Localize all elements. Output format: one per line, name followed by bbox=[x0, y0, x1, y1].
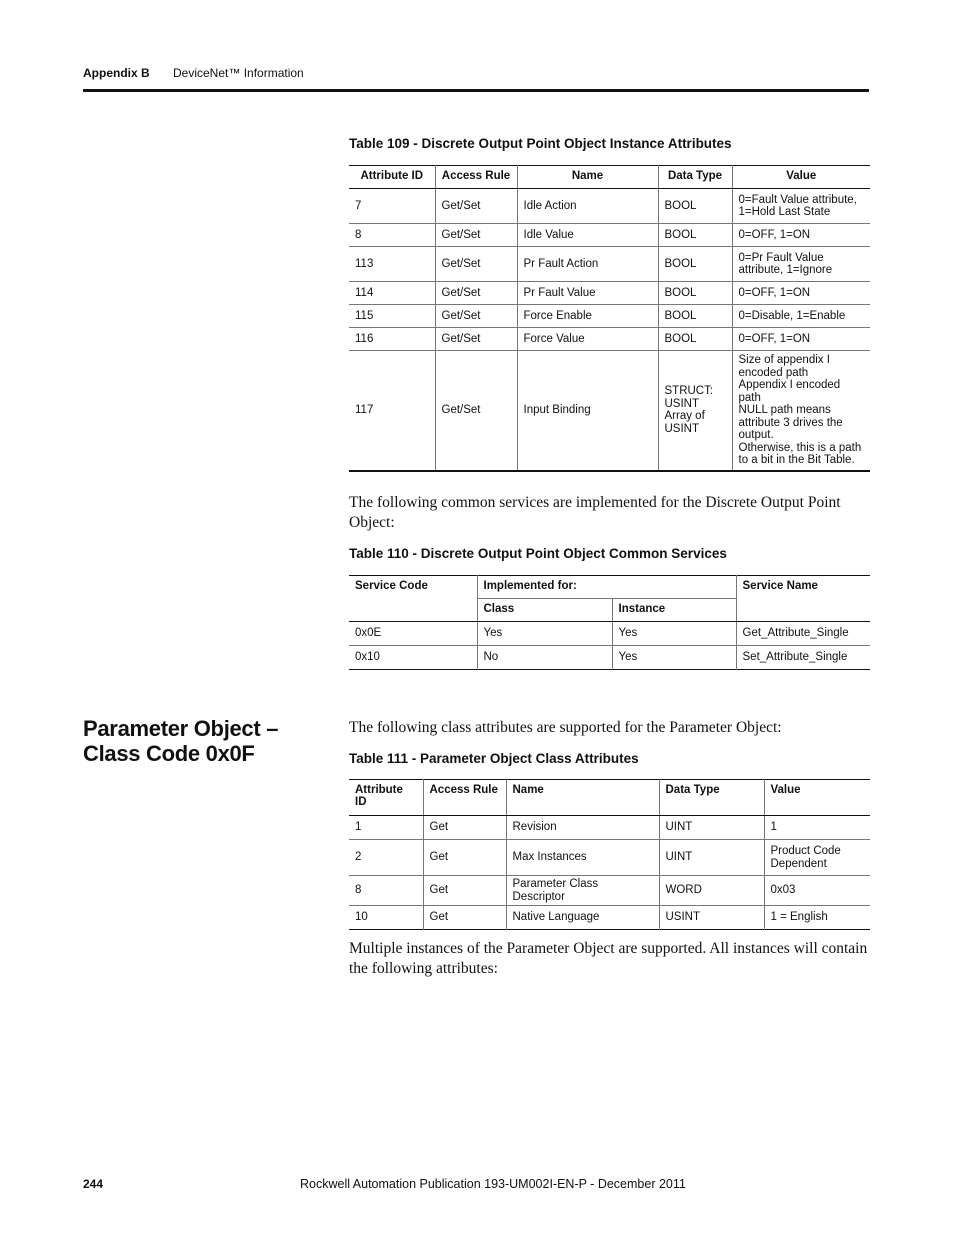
column-header: Value bbox=[732, 166, 870, 189]
table-cell: Pr Fault Value bbox=[517, 282, 658, 305]
table-cell: 8 bbox=[349, 224, 435, 247]
table-cell: 0=OFF, 1=ON bbox=[732, 328, 870, 351]
table-cell: Pr Fault Action bbox=[517, 247, 658, 282]
table-cell: Force Enable bbox=[517, 305, 658, 328]
table-cell: Size of appendix I encoded path Appendix I encoded path NULL path means attribute 3 drives the output. Otherwise, this is a path to a bit in the Bit Table. bbox=[732, 351, 870, 471]
table-cell: Revision bbox=[506, 816, 659, 840]
table-cell: Idle Action bbox=[517, 189, 658, 224]
table-cell: Get/Set bbox=[435, 247, 517, 282]
table-cell: Set_Attribute_Single bbox=[736, 646, 870, 670]
table-row bbox=[349, 646, 870, 670]
table-cell: 0=OFF, 1=ON bbox=[732, 224, 870, 247]
table-row bbox=[349, 840, 870, 876]
table-row bbox=[349, 189, 870, 224]
column-header-instance: Instance bbox=[612, 599, 736, 622]
section-heading: Parameter Object – Class Code 0x0F bbox=[83, 716, 279, 766]
table-cell: 0x03 bbox=[764, 876, 870, 906]
table-row bbox=[349, 876, 870, 906]
table-cell: 0=Disable, 1=Enable bbox=[732, 305, 870, 328]
table-cell: Max Instances bbox=[506, 840, 659, 876]
table-cell: Get_Attribute_Single bbox=[736, 622, 870, 646]
table-cell: 7 bbox=[349, 189, 435, 224]
table-cell: Get bbox=[423, 816, 506, 840]
publication-info: Rockwell Automation Publication 193-UM002I-EN-P - December 2011 bbox=[300, 1177, 686, 1191]
column-header: Attribute ID bbox=[349, 780, 423, 816]
table-cell: Native Language bbox=[506, 906, 659, 930]
table-111 bbox=[349, 779, 870, 930]
table-row bbox=[349, 305, 870, 328]
table-cell: USINT bbox=[659, 906, 764, 930]
table-cell: Get bbox=[423, 906, 506, 930]
table-cell: Yes bbox=[612, 646, 736, 670]
table-cell: BOOL bbox=[658, 328, 732, 351]
column-header-service-name: Service Name bbox=[736, 576, 870, 622]
table-cell: Get/Set bbox=[435, 189, 517, 224]
table-row bbox=[349, 351, 870, 471]
table-cell: 114 bbox=[349, 282, 435, 305]
table-cell: 116 bbox=[349, 328, 435, 351]
header-section: Appendix B bbox=[83, 66, 150, 80]
table-cell: BOOL bbox=[658, 224, 732, 247]
column-header: Attribute ID bbox=[349, 166, 435, 189]
table-cell: BOOL bbox=[658, 305, 732, 328]
table-cell: No bbox=[477, 646, 612, 670]
table-cell: Get bbox=[423, 840, 506, 876]
table-cell: BOOL bbox=[658, 247, 732, 282]
table-cell: 113 bbox=[349, 247, 435, 282]
table-cell: Get/Set bbox=[435, 328, 517, 351]
table-row bbox=[349, 224, 870, 247]
table-cell: 10 bbox=[349, 906, 423, 930]
table-cell: BOOL bbox=[658, 189, 732, 224]
paragraph-instances-intro: Multiple instances of the Parameter Object are supported. All instances will contain the following attributes: bbox=[349, 940, 868, 977]
column-header-implemented-for: Implemented for: bbox=[477, 576, 736, 599]
table-row bbox=[349, 622, 870, 646]
table-cell: Product Code Dependent bbox=[764, 840, 870, 876]
table-111-caption: Table 111 - Parameter Object Class Attributes bbox=[349, 751, 639, 766]
table-109 bbox=[349, 165, 870, 472]
table-cell: Idle Value bbox=[517, 224, 658, 247]
table-cell: 0x10 bbox=[349, 646, 477, 670]
table-cell: 117 bbox=[349, 351, 435, 471]
table-110-caption: Table 110 - Discrete Output Point Object Common Services bbox=[349, 546, 727, 561]
table-cell: Get/Set bbox=[435, 282, 517, 305]
table-cell: Yes bbox=[477, 622, 612, 646]
table-cell: Parameter Class Descriptor bbox=[506, 876, 659, 906]
table-cell: 0=OFF, 1=ON bbox=[732, 282, 870, 305]
paragraph-services-intro: The following common services are implemented for the Discrete Output Point Object: bbox=[349, 494, 841, 531]
table-cell: 2 bbox=[349, 840, 423, 876]
column-header: Data Type bbox=[658, 166, 732, 189]
table-110 bbox=[349, 575, 870, 670]
table-cell: Get/Set bbox=[435, 305, 517, 328]
table-cell: 1 = English bbox=[764, 906, 870, 930]
table-cell: Get/Set bbox=[435, 224, 517, 247]
table-row bbox=[349, 282, 870, 305]
table-cell: Get bbox=[423, 876, 506, 906]
column-header: Access Rule bbox=[423, 780, 506, 816]
table-109-caption: Table 109 - Discrete Output Point Object Instance Attributes bbox=[349, 136, 732, 151]
table-cell: UINT bbox=[659, 816, 764, 840]
table-row bbox=[349, 906, 870, 930]
header-title: DeviceNet™ Information bbox=[173, 66, 304, 80]
table-cell: 0=Fault Value attribute, 1=Hold Last State bbox=[732, 189, 870, 224]
column-header: Data Type bbox=[659, 780, 764, 816]
table-cell: BOOL bbox=[658, 282, 732, 305]
table-cell: 115 bbox=[349, 305, 435, 328]
column-header: Name bbox=[506, 780, 659, 816]
table-cell: UINT bbox=[659, 840, 764, 876]
table-cell: 0x0E bbox=[349, 622, 477, 646]
column-header: Value bbox=[764, 780, 870, 816]
table-cell: STRUCT: USINT Array of USINT bbox=[658, 351, 732, 471]
column-header-service-code: Service Code bbox=[349, 576, 477, 622]
table-cell: 1 bbox=[764, 816, 870, 840]
table-row bbox=[349, 247, 870, 282]
table-cell: 8 bbox=[349, 876, 423, 906]
column-header: Access Rule bbox=[435, 166, 517, 189]
column-header-class: Class bbox=[477, 599, 612, 622]
table-row bbox=[349, 816, 870, 840]
paragraph-class-attributes-intro: The following class attributes are supported for the Parameter Object: bbox=[349, 719, 782, 736]
table-cell: 1 bbox=[349, 816, 423, 840]
page-number: 244 bbox=[83, 1177, 104, 1191]
table-cell: Input Binding bbox=[517, 351, 658, 471]
table-cell: 0=Pr Fault Value attribute, 1=Ignore bbox=[732, 247, 870, 282]
table-cell: Force Value bbox=[517, 328, 658, 351]
table-cell: Get/Set bbox=[435, 351, 517, 471]
table-cell: WORD bbox=[659, 876, 764, 906]
table-cell: Yes bbox=[612, 622, 736, 646]
column-header: Name bbox=[517, 166, 658, 189]
header-divider bbox=[83, 89, 869, 92]
table-row bbox=[349, 328, 870, 351]
